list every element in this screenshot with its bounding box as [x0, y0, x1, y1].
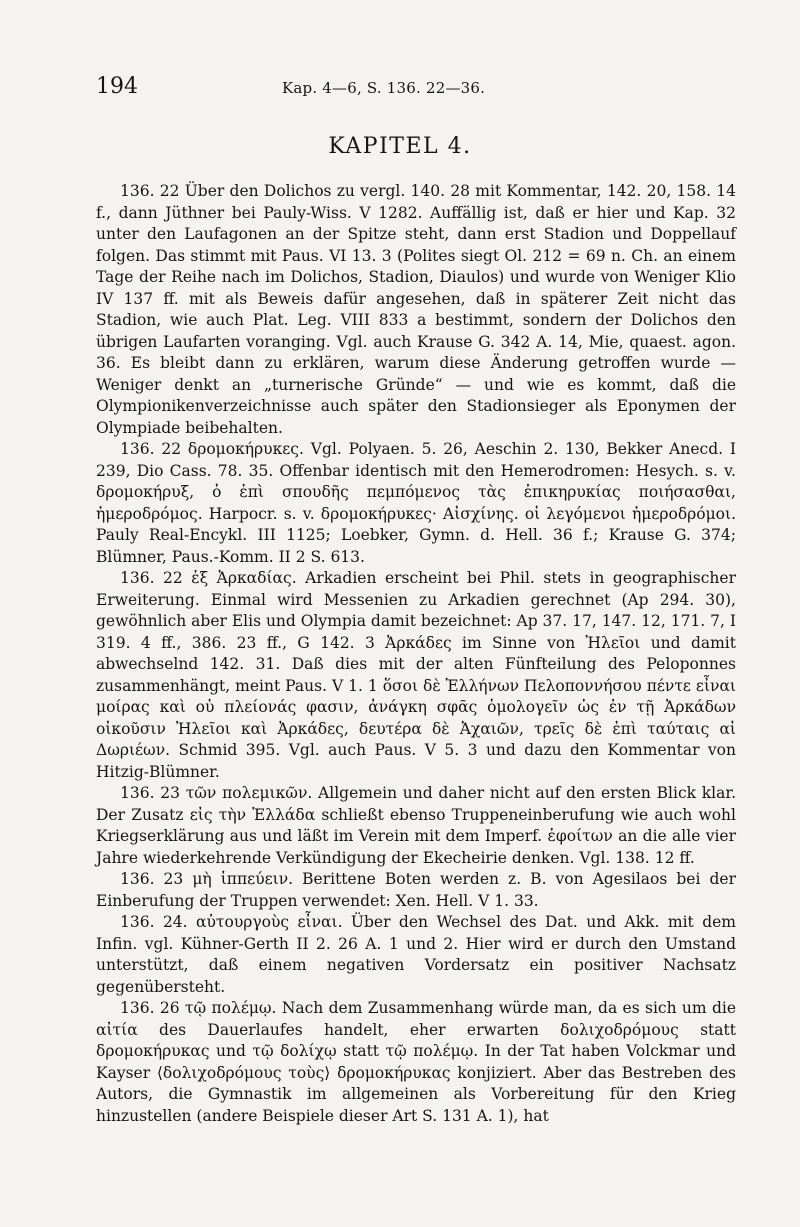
- page-number: 194: [96, 74, 138, 99]
- chapter-title: KAPITEL 4.: [328, 134, 472, 159]
- paragraph-autourgous: 136. 24. αὐτουργοὺς εἶναι. Über den Wechsel des Dat. und Akk. mit dem Infin. vgl. Kühner-Gerth II 2. 26 A. 1 und 2. Hier wird er durch den Umstand unterstützt, daß einem negativen Vordersatz ein positiver Nachsatz gegenübersteht.: [96, 913, 736, 996]
- commentary-body: [96, 181, 736, 1127]
- paragraph-hippeuein: 136. 23 μὴ ἱππεύειν. Berittene Boten werden z. B. von Agesilaos bei der Einberufung der Truppen verwendet: Xen. Hell. V 1. 33.: [96, 870, 736, 910]
- paragraph-dolichos: 136. 22 Über den Dolichos zu vergl. 140. 28 mit Kommentar, 142. 20, 158. 14 f., dann Jüthner bei Pauly-Wiss. V 1282. Auffällig ist, daß er hier und Kap. 32 unter den Laufagonen an der Spitze steht, dann erst Stadion und Doppellauf folgen. Das stimmt mit Paus. VI 13. 3 (Polites siegt Ol. 212 = 69 n. Ch. an einem Tage der Reihe nach im Dolichos, Stadion, Diaulos) und wurde von Weniger Klio IV 137 ff. mit als Beweis dafür angesehen, daß in späterer Zeit nicht das Stadion, wie auch Plat. Leg. VIII 833 a bestimmt, sondern der Dolichos den übrigen Laufarten voranging. Vgl. auch Krause G. 342 A. 14, Mie, quaest. agon. 36. Es bleibt dann zu erklären, warum diese Änderung getroffen wurde — Weniger denkt an „turnerische Gründe“ — und wie es kommt, daß die Olympionikenverzeichnisse auch später den Stadionsieger als Eponymen der Olympiade beibehalten.: [96, 182, 736, 437]
- paragraph-polemikon: 136. 23 τῶν πολεμικῶν. Allgemein und daher nicht auf den ersten Blick klar. Der Zusatz εἰς τὴν Ἑλλάδα schließt ebenso Truppeneinberufung wie auch wohl Kriegserklärung aus und läßt im Verein mit dem Imperf. ἐφοίτων an die alle vier Jahre wiederkehrende Verkündigung der Ekecheirie denken. Vgl. 138. 12 ff.: [96, 784, 736, 867]
- page-header: [96, 72, 736, 106]
- paragraph-arkadia: 136. 22 ἐξ Ἀρκαδίας. Arkadien erscheint bei Phil. stets in geographischer Erweiterung. Einmal wird Messenien zu Arkadien gerechnet (Ap 294. 30), gewöhnlich aber Elis und Olympia damit bezeichnet: Ap 37. 17, 147. 12, 171. 7, I 319. 4 ff., 386. 23 ff., G 142. 3 Ἀρκάδες im Sinne von Ἠλεῖοι und damit abwechselnd 142. 31. Daß dies mit der alten Fünfteilung des Peloponnes zusammenhängt, meint Paus. V 1. 1 ὅσοι δὲ Ἑλλήνων Πελοποννήσου πέντε εἶναι μοίρας καὶ οὐ πλείονάς φασιν, ἀνάγκη σφᾶς ὁμολογεῖν ὡς ἐν τῇ Ἀρκάδων οἰκοῦσιν Ἠλεῖοι καὶ Ἀρκάδες, δευτέρα δὲ Ἀχαιῶν, τρεῖς δὲ ἐπὶ ταύταις αἱ Δωριέων. Schmid 395. Vgl. auch Paus. V 5. 3 und dazu den Kommentar von Hitzig-Blümner.: [96, 569, 736, 781]
- paragraph-polemo: 136. 26 τῷ πολέμῳ. Nach dem Zusammenhang würde man, da es sich um die αἰτία des Dauerlaufes handelt, eher erwarten δολιχοδρόμους statt δρομοκήρυκας und τῷ δολίχῳ statt τῷ πολέμῳ. In der Tat haben Volckmar und Kayser ⟨δολιχοδρόμους τοὺς⟩ δρομοκήρυκας konjiziert. Aber das Bestreben des Autors, die Gymnastik im allgemeinen als Vorbereitung für den Krieg hinzustellen (andere Beispiele dieser Art S. 131 A. 1), hat: [96, 999, 736, 1125]
- paragraph-dromokerykes: 136. 22 δρομοκήρυκες. Vgl. Polyaen. 5. 26, Aeschin 2. 130, Bekker Anecd. I 239, Dio Cass. 78. 35. Offenbar identisch mit den Hemerodromen: Hesych. s. v. δρομοκήρυξ, ὁ ἐπὶ σπουδῆς πεμπόμενος τὰς ἐπικηρυκίας ποιήσασθαι, ἡμεροδρόμος. Harpocr. s. v. δρομοκήρυκες· Αἰσχίνης. οἱ λεγόμενοι ἡμεροδρόμοι. Pauly Real-Encykl. III 1125; Loebker, Gymn. d. Hell. 36 f.; Krause G. 374; Blümner, Paus.-Komm. II 2 S. 613.: [96, 440, 736, 566]
- running-head: Kap. 4—6, S. 136. 22—36.: [282, 79, 486, 97]
